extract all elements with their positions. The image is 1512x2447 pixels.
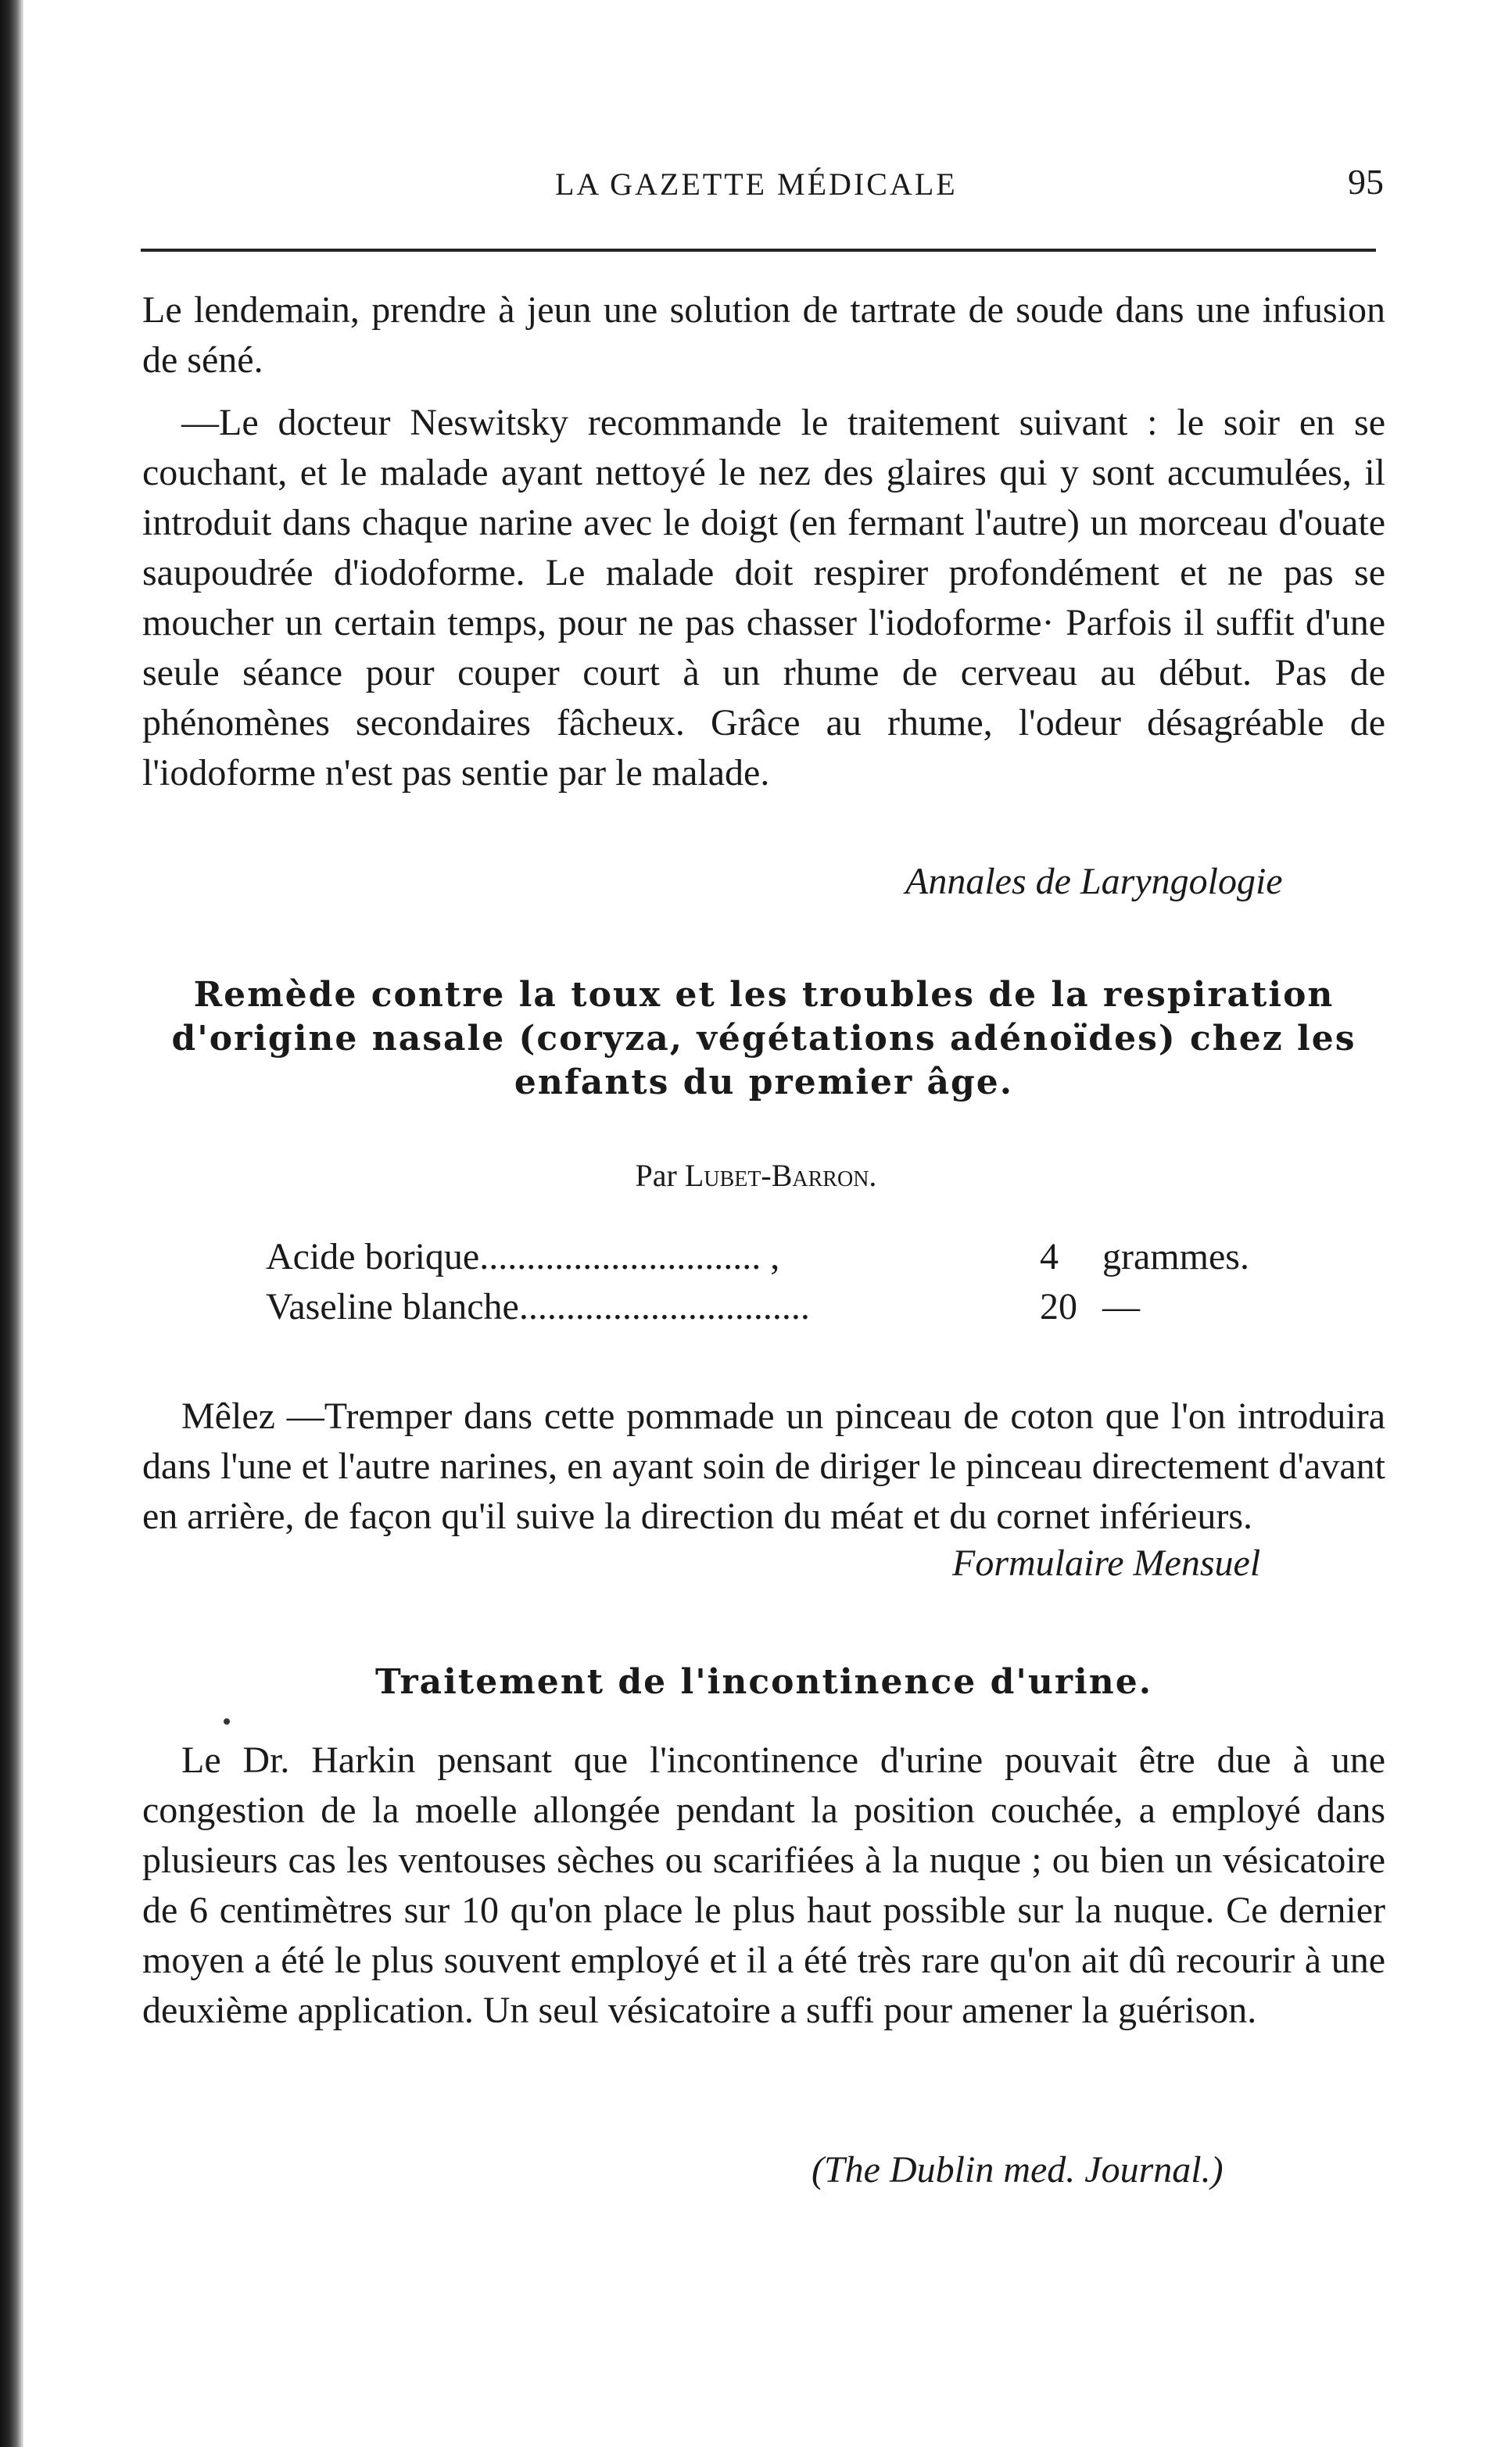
recipe-row — [266, 1285, 1282, 1335]
article1-para2: —Le docteur Neswitsky recommande le traitement suivant : le soir en se couchant, et le malade ayant nettoyé le nez des glaires qui y sont accumulées, il introduit dans chaque narine avec le doigt (en fermant l'autre) un morceau d'ouate saupoudrée d'iodoforme. Le malade doit respirer profondément et ne pas se moucher un certain temps, pour ne pas chasser l'iodoforme· Parfois il suffit d'une seule séance pour couper court à un rhume de cerveau au début. Pas de phénomènes secondaires fâcheux. Grâce au rhume, l'odeur désagréable de l'iodoforme n'est pas sentie par le malade. — [142, 402, 1385, 794]
recipe-ingredient: Vaseline blanche............................... — [266, 1286, 810, 1327]
recipe-quantity: 20 — [1040, 1286, 1077, 1327]
article1-source: Annales de Laryngologie — [905, 861, 1283, 902]
recipe-row — [266, 1235, 1282, 1285]
page-number: 95 — [1348, 162, 1384, 202]
recipe-unit: — — [1102, 1286, 1140, 1327]
recipe-unit: grammes. — [1102, 1236, 1249, 1277]
article3-para: Le Dr. Harkin pensant que l'incontinence d'urine pouvait être due à une congestion de la moelle allongée pendant la position couchée, a employé dans plusieurs cas les ventouses sèches ou scarifiées à la nuque ; ou bien un vésicatoire de 6 centimètres sur 10 qu'on place le plus haut possible sur la nuque. Ce dernier moyen a été le plus souvent employé et il a été très rare qu'on ait dû recourir à une deuxième application. Un seul vésicatoire a suffi pour amener la guérison. — [142, 1739, 1385, 2031]
article2-byline — [0, 1157, 1512, 1194]
article2-source: Formulaire Mensuel — [952, 1542, 1261, 1584]
recipe-list — [266, 1235, 1282, 1335]
article3-source: (The Dublin med. Journal.) — [812, 2149, 1224, 2191]
article1-para1: Le lendemain, prendre à jeun une solution de tartrate de soude dans une infusion de séné. — [142, 289, 1385, 381]
header-rule — [141, 249, 1376, 252]
article2-para: Mêlez —Tremper dans cette pommade un pinceau de coton que l'on introduira dans l'une et l'autre narines, en ayant soin de diriger le pinceau directement d'avant en arrière, de façon qu'il suive la direction du méat et du cornet inférieurs. — [142, 1395, 1385, 1537]
recipe-quantity: 4 — [1040, 1236, 1059, 1277]
running-title: LA GAZETTE MÉDICALE — [555, 167, 958, 202]
article2-title: Remède contre la toux et les troubles de la respiration d'origine nasale (coryza, végétations adénoïdes) chez les enfants du premier âge. — [171, 975, 1356, 1102]
page-binding-edge — [0, 0, 23, 2447]
article3-title: Traitement de l'incontinence d'urine. — [374, 1662, 1153, 1702]
stray-dot-mark — [224, 1718, 230, 1725]
recipe-ingredient: Acide borique.............................. , — [266, 1236, 780, 1277]
page-header — [141, 162, 1384, 213]
byline-prefix: Par — [635, 1158, 677, 1193]
byline-author: Lubet-Barron. — [684, 1158, 877, 1193]
